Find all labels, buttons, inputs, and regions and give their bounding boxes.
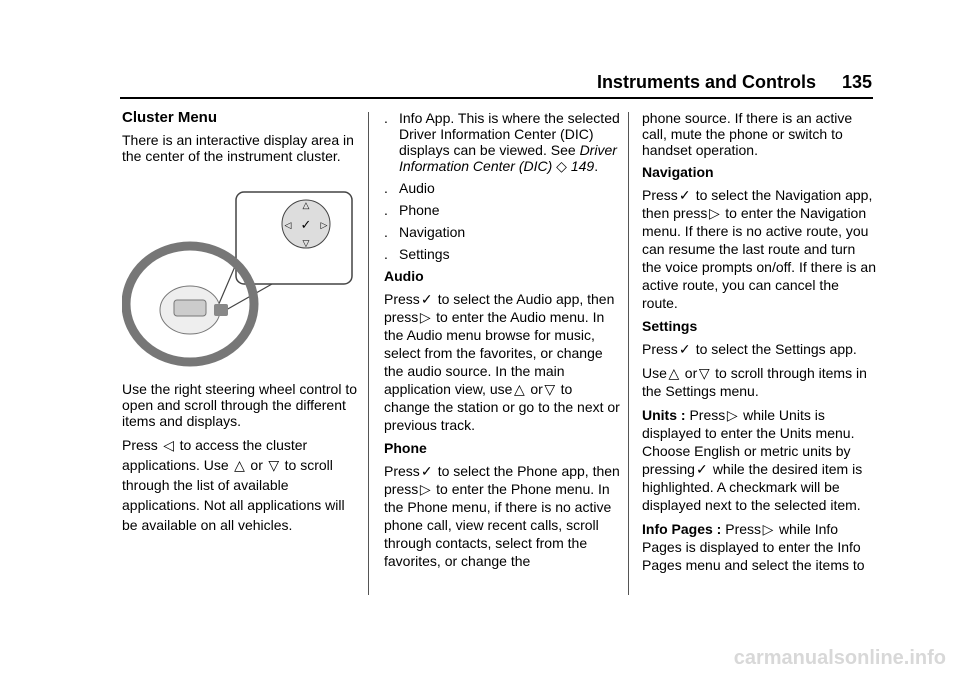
paragraph: Press✓ to select the Navigation app, then press ▷ to enter the Navigation menu. If there is no active route, you can resume the last route and turn the voice prompts on/off. If there is an active route, you can cancel the route. xyxy=(642,187,876,311)
up-arrow-icon: △ xyxy=(234,457,245,473)
svg-text:▷: ▷ xyxy=(320,220,328,230)
svg-text:◁: ◁ xyxy=(284,220,292,230)
paragraph xyxy=(122,435,358,535)
column-2 xyxy=(384,110,620,576)
page-ref-icon: ◇ xyxy=(556,158,567,174)
text: Press xyxy=(122,437,158,453)
subheading: Settings xyxy=(642,318,698,334)
paragraph: Use the right steering wheel control to open and scroll through the different items and displays. xyxy=(122,381,358,429)
cross-reference: Driver Information Center (DIC) xyxy=(399,142,617,174)
section-title: Instruments and Controls xyxy=(596,72,816,92)
paragraph: Press✓ to select the Audio app, then press ▷ to enter the Audio menu. In the Audio menu browse for music, select from the favorites, or change the audio source. In the main application view, use △ or ▽ to change the station or go to the next or previous track. xyxy=(384,291,620,433)
term: Units : xyxy=(642,407,686,423)
check-icon: ✓ xyxy=(678,187,691,203)
list-item: . Info App. This is where the selected Driver Information Center (DIC) displays can be viewed. See Driver Information Center (DIC) ◇ 149. xyxy=(384,110,620,174)
paragraph: There is an interactive display area in the center of the instrument cluster. xyxy=(122,132,354,164)
paragraph: Press✓ to select the Phone app, then press ▷ to enter the Phone menu. In the Phone menu, if there is no active phone call, view recent calls, scroll through contacts, select from the favorites, or change the xyxy=(384,463,620,569)
up-arrow-icon: △ xyxy=(668,365,680,381)
column-3 xyxy=(642,110,878,580)
term: Info Pages : xyxy=(642,521,722,537)
paragraph: Units : Press ▷ while Units is displayed to enter the Units menu. Choose English or metric units by pressing✓ while the desired item is highlighted. A checkmark will be displayed next to the selected item. xyxy=(642,407,863,513)
right-arrow-icon: ▷ xyxy=(762,521,774,537)
svg-text:△: △ xyxy=(302,200,310,210)
svg-text:✓: ✓ xyxy=(300,217,312,232)
right-arrow-icon: ▷ xyxy=(419,309,431,325)
watermark: carmanualsonline.info xyxy=(733,647,946,669)
check-icon: ✓ xyxy=(696,461,708,477)
column-1 xyxy=(122,110,358,541)
text: Info App. This is where the selected Driver Information Center (DIC) displays can be viewed. See xyxy=(399,110,620,158)
check-icon: ✓ xyxy=(678,341,691,357)
text: to access the cluster applications. Use xyxy=(122,437,308,473)
list-item: . Settings xyxy=(384,246,450,262)
text: or xyxy=(250,457,263,473)
page-header xyxy=(597,72,872,93)
down-arrow-icon: ▽ xyxy=(544,381,556,397)
paragraph: Info Pages : Press ▷ while Info Pages is displayed to enter the Info Pages menu and select the items to xyxy=(642,521,865,573)
steering-wheel-illustration xyxy=(122,178,362,368)
left-arrow-icon: ◁ xyxy=(163,437,175,453)
right-arrow-icon: ▷ xyxy=(419,481,431,497)
up-arrow-icon: △ xyxy=(514,381,525,397)
page-ref-number: 149 xyxy=(570,158,595,174)
paragraph: Press✓ to select the Settings app. xyxy=(642,341,857,357)
down-arrow-icon: ▽ xyxy=(268,457,280,473)
subheading: Navigation xyxy=(642,164,714,180)
subheading: Phone xyxy=(384,440,427,456)
list-item: . Audio xyxy=(384,180,435,196)
list-item: . Phone xyxy=(384,202,440,218)
list-item: . Navigation xyxy=(384,224,466,240)
check-icon: ✓ xyxy=(420,463,433,479)
page-number: 135 xyxy=(841,72,872,92)
paragraph: Use △ or ▽ to scroll through items in the Settings menu. xyxy=(642,365,867,399)
text: . xyxy=(594,158,599,174)
column-divider xyxy=(628,112,629,595)
right-arrow-icon: ▷ xyxy=(726,407,738,423)
check-icon: ✓ xyxy=(420,291,433,307)
text: to scroll through the list of available applications. Not all applications will be available on all vehicles. xyxy=(122,457,345,533)
down-arrow-icon: ▽ xyxy=(698,365,710,381)
subheading: Audio xyxy=(384,268,424,284)
paragraph: phone source. If there is an active call, mute the phone or switch to handset operation. xyxy=(642,110,853,158)
header-rule xyxy=(120,97,873,99)
right-arrow-icon: ▷ xyxy=(708,205,720,221)
column-divider xyxy=(368,112,369,595)
section-heading: Cluster Menu xyxy=(122,109,218,126)
svg-text:▽: ▽ xyxy=(302,238,310,248)
